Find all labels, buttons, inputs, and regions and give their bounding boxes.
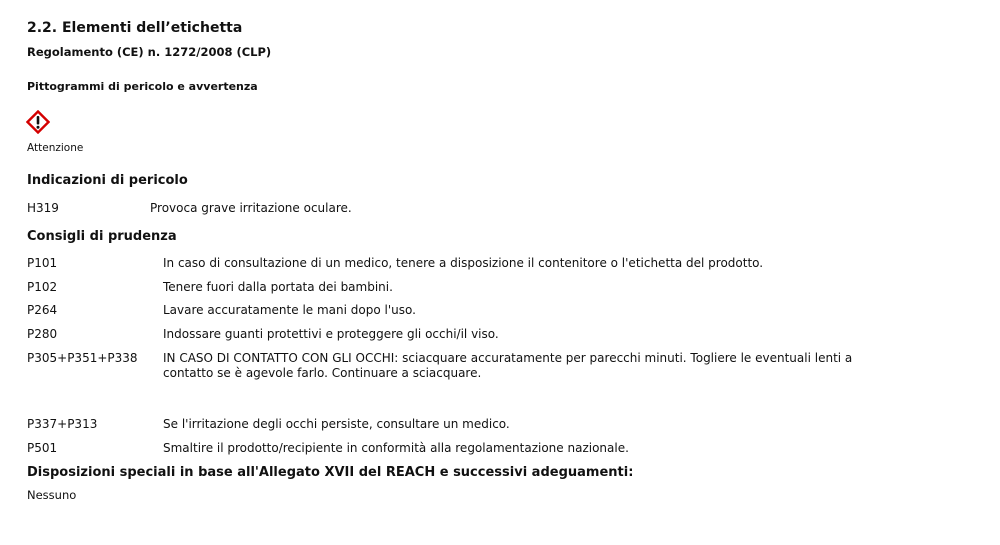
precaution-text: In caso di consultazione di un medico, tenere a disposizione il contenitore o l'etichetta del prodotto. bbox=[163, 256, 764, 270]
precaution-text: Smaltire il prodotto/recipiente in conformità alla regolamentazione nazionale. bbox=[163, 441, 629, 455]
exclamation-mark-diamond-icon bbox=[26, 110, 50, 134]
precaution-text: IN CASO DI CONTATTO CON GLI OCCHI: sciacquare accuratamente per parecchi minuti. Togliere le eventuali lenti a contatto se è agevole farlo. Continuare a sciacquare. bbox=[163, 351, 853, 380]
special-provisions-value: Nessuno bbox=[27, 488, 77, 502]
regulation-label: Regolamento (CE) n. 1272/2008 (CLP) bbox=[27, 45, 272, 59]
special-provisions-heading: Disposizioni speciali in base all'Allegato XVII del REACH e successivi adeguamenti: bbox=[27, 465, 634, 480]
precaution-code: P501 bbox=[27, 441, 58, 455]
section-title: 2.2. Elementi dell’etichetta bbox=[27, 20, 243, 36]
precaution-text: Tenere fuori dalla portata dei bambini. bbox=[163, 280, 393, 294]
precaution-text: Indossare guanti protettivi e proteggere gli occhi/il viso. bbox=[163, 327, 499, 341]
precaution-code: P102 bbox=[27, 280, 58, 294]
precaution-code: P337+P313 bbox=[27, 417, 98, 431]
precaution-text: Lavare accuratamente le mani dopo l'uso. bbox=[163, 303, 416, 317]
hazard-text: Provoca grave irritazione oculare. bbox=[150, 201, 352, 215]
precaution-code: P305+P351+P338 bbox=[27, 351, 138, 365]
precaution-heading: Consigli di prudenza bbox=[27, 229, 177, 244]
precaution-text: Se l'irritazione degli occhi persiste, consultare un medico. bbox=[163, 417, 510, 431]
signal-word: Attenzione bbox=[27, 142, 84, 154]
precaution-code: P264 bbox=[27, 303, 58, 317]
precaution-code: P280 bbox=[27, 327, 58, 341]
hazard-heading: Indicazioni di pericolo bbox=[27, 173, 188, 188]
pictograms-heading: Pittogrammi di pericolo e avvertenza bbox=[27, 80, 258, 93]
hazard-code: H319 bbox=[27, 201, 59, 215]
precaution-code: P101 bbox=[27, 256, 58, 270]
